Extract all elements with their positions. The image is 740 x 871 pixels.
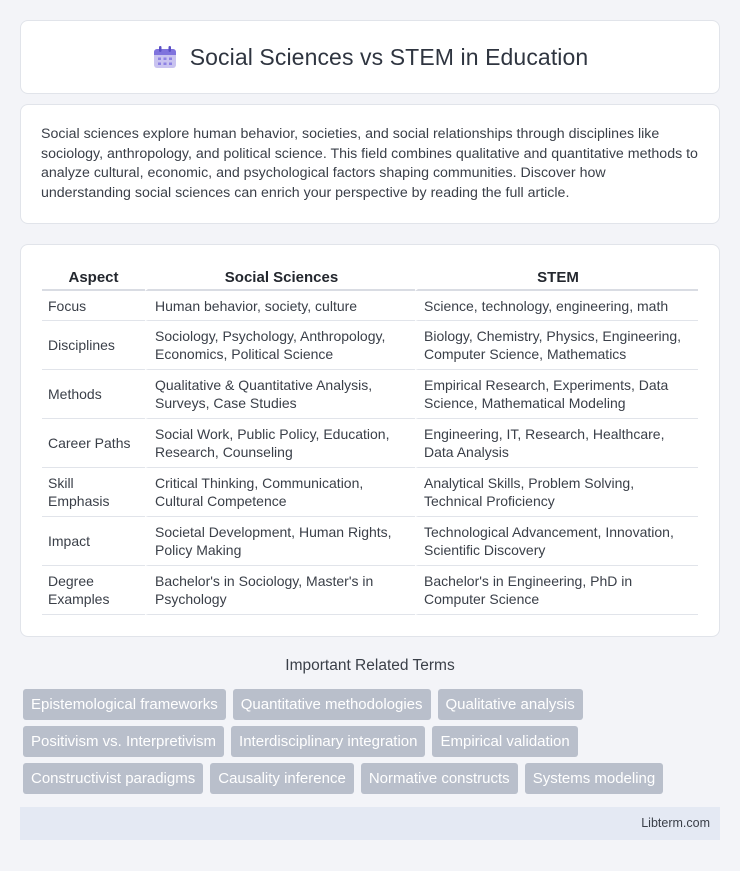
table-row xyxy=(42,419,698,468)
related-term-tag[interactable]: Qualitative analysis xyxy=(438,689,583,720)
cell-social-sciences: Qualitative & Quantitative Analysis, Surveys, Case Studies xyxy=(145,370,415,419)
table-row xyxy=(42,370,698,419)
cell-stem: Bachelor's in Engineering, PhD in Computer Science xyxy=(415,566,698,615)
cell-stem: Science, technology, engineering, math xyxy=(415,291,698,321)
table-row xyxy=(42,291,698,321)
comparison-table-card xyxy=(20,244,720,637)
cell-aspect: Disciplines xyxy=(42,321,145,370)
cell-aspect: Degree Examples xyxy=(42,566,145,615)
header-card xyxy=(20,20,720,94)
related-term-tag[interactable]: Interdisciplinary integration xyxy=(231,726,425,757)
table-header-row xyxy=(42,264,698,291)
related-terms-row xyxy=(23,689,583,720)
related-term-tag[interactable]: Empirical validation xyxy=(432,726,577,757)
calendar-icon xyxy=(152,44,178,70)
related-terms-title: Important Related Terms xyxy=(285,657,455,674)
related-terms-row xyxy=(23,763,663,794)
related-term-tag[interactable]: Epistemological frameworks xyxy=(23,689,226,720)
related-term-tag[interactable]: Positivism vs. Interpretivism xyxy=(23,726,224,757)
cell-aspect: Impact xyxy=(42,517,145,566)
table-row xyxy=(42,566,698,615)
table-row xyxy=(42,517,698,566)
cell-aspect: Focus xyxy=(42,291,145,321)
table-row xyxy=(42,321,698,370)
related-terms-row xyxy=(23,726,578,757)
cell-aspect: Skill Emphasis xyxy=(42,468,145,517)
footer xyxy=(20,807,720,840)
table-row xyxy=(42,468,698,517)
related-term-tag[interactable]: Normative constructs xyxy=(361,763,518,794)
cell-social-sciences: Critical Thinking, Communication, Cultural Competence xyxy=(145,468,415,517)
cell-social-sciences: Bachelor's in Sociology, Master's in Psychology xyxy=(145,566,415,615)
cell-stem: Analytical Skills, Problem Solving, Technical Proficiency xyxy=(415,468,698,517)
related-term-tag[interactable]: Causality inference xyxy=(210,763,354,794)
cell-stem: Biology, Chemistry, Physics, Engineering, Computer Science, Mathematics xyxy=(415,321,698,370)
cell-aspect: Career Paths xyxy=(42,419,145,468)
cell-social-sciences: Human behavior, society, culture xyxy=(145,291,415,321)
intro-text: Social sciences explore human behavior, societies, and social relationships through disciplines like sociology, anthropology, and political science. This field combines qualitative and quantitative methods to analyze cultural, economic, and psychological factors shaping communities. Discover how understanding social sciences can enrich your perspective by reading the full article. xyxy=(41,126,698,201)
related-term-tag[interactable]: Quantitative methodologies xyxy=(233,689,431,720)
cell-social-sciences: Social Work, Public Policy, Education, Research, Counseling xyxy=(145,419,415,468)
cell-stem: Empirical Research, Experiments, Data Science, Mathematical Modeling xyxy=(415,370,698,419)
title-wrap xyxy=(152,44,589,71)
header-social-sciences: Social Sciences xyxy=(145,264,415,291)
header-aspect: Aspect xyxy=(42,264,145,291)
footer-site-link[interactable]: Libterm.com xyxy=(641,816,710,830)
cell-stem: Engineering, IT, Research, Healthcare, Data Analysis xyxy=(415,419,698,468)
related-term-tag[interactable]: Constructivist paradigms xyxy=(23,763,203,794)
header-stem: STEM xyxy=(415,264,698,291)
cell-social-sciences: Societal Development, Human Rights, Policy Making xyxy=(145,517,415,566)
intro-card xyxy=(20,104,720,224)
cell-aspect: Methods xyxy=(42,370,145,419)
page-title: Social Sciences vs STEM in Education xyxy=(189,43,589,70)
cell-social-sciences: Sociology, Psychology, Anthropology, Economics, Political Science xyxy=(145,321,415,370)
related-term-tag[interactable]: Systems modeling xyxy=(525,763,664,794)
cell-stem: Technological Advancement, Innovation, Scientific Discovery xyxy=(415,517,698,566)
comparison-table xyxy=(42,264,698,615)
